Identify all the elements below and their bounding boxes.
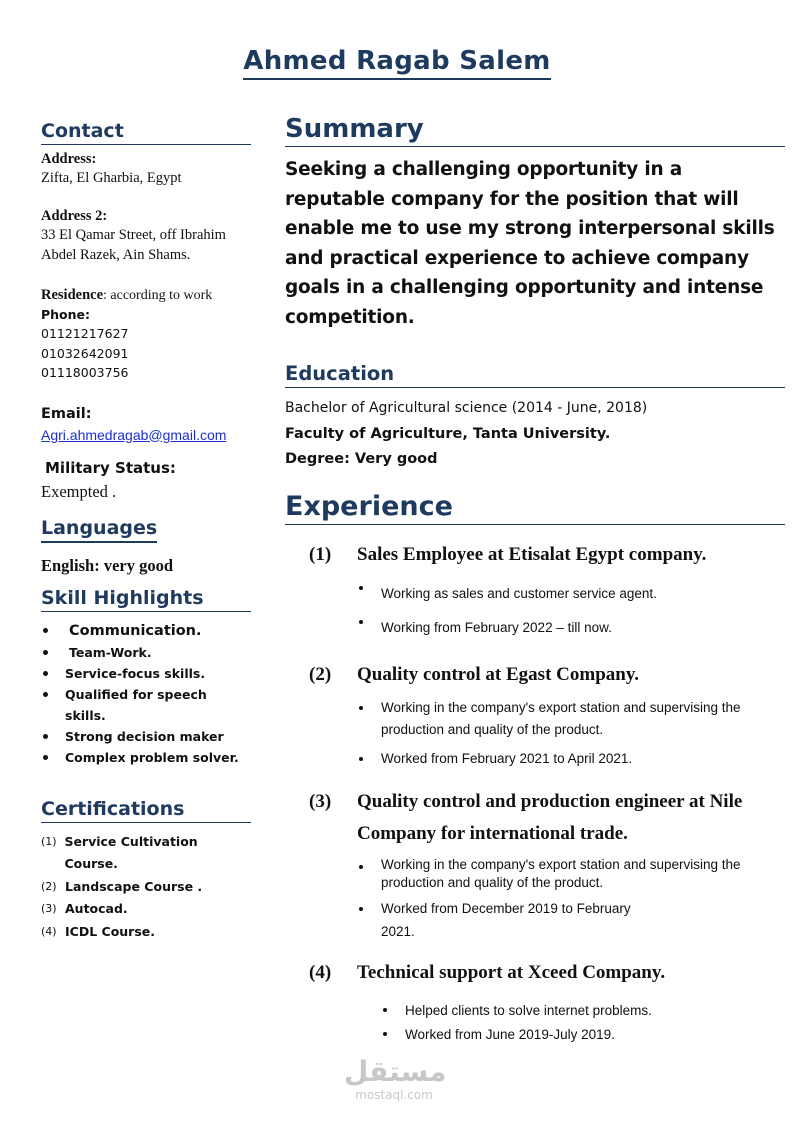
list-item: (1) Service Cultivation Course. — [41, 833, 198, 871]
job-2 — [285, 659, 785, 771]
list-item: Strong decision maker — [41, 726, 251, 747]
watermark-logo — [344, 1055, 447, 1102]
experience-heading: Experience — [285, 491, 785, 525]
list-item: (2) Landscape Course . — [41, 878, 203, 894]
resume-header — [0, 46, 794, 80]
job-3 — [285, 786, 785, 943]
list-item: Helped clients to solve internet problems. — [381, 999, 785, 1023]
email-link[interactable]: Agri.ahmedragab@gmail.com — [41, 426, 227, 443]
residence-value: : according to work — [103, 288, 213, 303]
list-item: Working in the company's export station and supervising the production and quality of the product. — [357, 856, 785, 892]
languages-value: English: very good — [41, 555, 174, 575]
education-degree: Bachelor of Agricultural science (2014 - June, 2018) — [285, 400, 648, 416]
job-title: (3) Quality control and production engineer at Nile Company for international trade. — [309, 791, 743, 844]
phone-label: Phone: — [41, 307, 91, 322]
job-4 — [285, 957, 785, 1047]
certifications-list — [41, 831, 251, 944]
job-bullets — [285, 577, 785, 645]
person-name: Ahmed Ragab Salem — [243, 46, 550, 80]
main-column — [285, 114, 785, 1047]
job-title: (1) Sales Employee at Etisalat Egypt company. — [309, 543, 707, 565]
contact-heading: Contact — [41, 120, 251, 145]
education-grade: Degree: Very good — [285, 451, 438, 467]
list-item: Complex problem solver. — [41, 747, 251, 768]
list-item: Worked from December 2019 to February 2021. — [357, 898, 785, 943]
job-1 — [285, 539, 785, 645]
list-item: Team-Work. — [41, 642, 251, 663]
address-label: Address: — [41, 151, 97, 167]
list-item: Communication. — [41, 620, 251, 642]
job-bullets — [285, 856, 785, 943]
watermark-latin: mostaql.com — [355, 1088, 433, 1102]
list-item: Working from February 2022 – till now. — [357, 611, 785, 645]
skills-list — [41, 620, 251, 768]
military-label: Military Status: — [45, 458, 176, 477]
education-faculty: Faculty of Agriculture, Tanta University. — [285, 425, 611, 442]
phone-1: 01121217627 — [41, 326, 129, 341]
phone-3: 01118003756 — [41, 365, 129, 380]
military-block — [41, 457, 251, 505]
skills-heading: Skill Highlights — [41, 587, 251, 612]
job-title: (4) Technical support at Xceed Company. — [309, 962, 666, 983]
military-value: Exempted . — [41, 481, 117, 501]
email-block — [41, 403, 251, 445]
address-value: Zifta, El Gharbia, Egypt — [41, 170, 182, 186]
residence-line — [41, 285, 251, 306]
education-heading: Education — [285, 362, 785, 388]
phone-2: 01032642091 — [41, 345, 129, 361]
phone-block — [41, 306, 251, 383]
summary-heading: Summary — [285, 114, 785, 147]
address2-block — [41, 208, 251, 265]
address-block — [41, 151, 251, 188]
list-item: (4) ICDL Course. — [41, 923, 156, 939]
email-label: Email: — [41, 405, 92, 422]
job-bullets — [285, 697, 785, 771]
list-item: Working in the company's export station and supervising the production and quality of the product. — [357, 697, 785, 742]
certifications-heading: Certifications — [41, 798, 251, 823]
address2-label: Address 2: — [41, 208, 108, 224]
watermark-arabic: مستقل — [344, 1055, 447, 1088]
residence-label: Residence — [41, 287, 104, 303]
list-item: Worked from June 2019-July 2019. — [381, 1023, 785, 1047]
list-item: Service-focus skills. — [41, 663, 251, 684]
address2-value: 33 El Qamar Street, off Ibrahim Abdel Razek, Ain Shams. — [41, 227, 226, 263]
summary-text: Seeking a challenging opportunity in a reputable company for the position that will enable me to use my strong interpersonal skills and practical experience to achieve company goals in a challenging opportunity and intense competition. — [285, 159, 775, 328]
languages-heading: Languages — [41, 517, 157, 543]
job-title: (2) Quality control at Egast Company. — [309, 663, 640, 685]
list-item: (3) Autocad. — [41, 901, 128, 916]
list-item: Working as sales and customer service agent. — [357, 577, 785, 611]
education-block — [285, 396, 785, 473]
list-item: Worked from February 2021 to April 2021. — [357, 748, 785, 771]
job-bullets — [285, 999, 785, 1047]
list-item: Qualified for speech skills. — [41, 684, 251, 726]
sidebar — [41, 120, 251, 943]
